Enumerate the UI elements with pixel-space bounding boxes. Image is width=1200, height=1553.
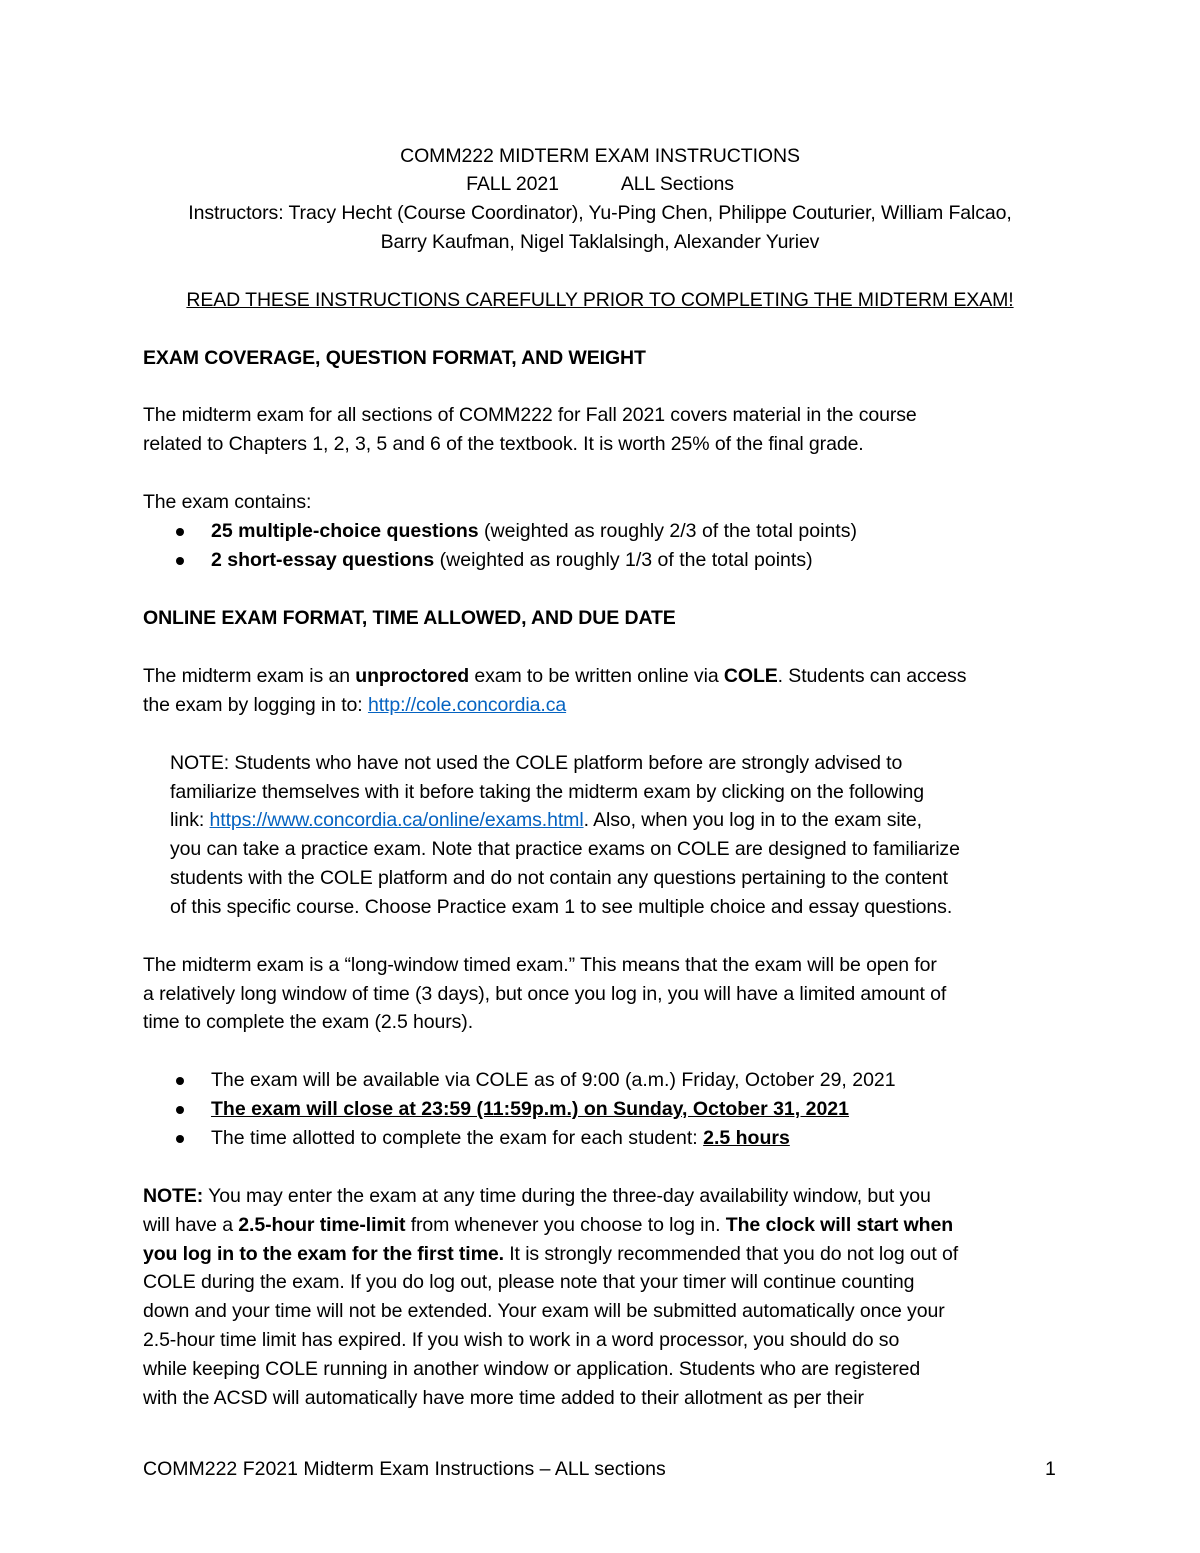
note-label: NOTE: — [143, 1185, 204, 1207]
read-warning: READ THESE INSTRUCTIONS CAREFULLY PRIOR TO COMPLETING THE MIDTERM EXAM! — [186, 289, 1014, 311]
note2-line-8: with the ACSD will automatically have more time added to their allotment as per their — [143, 1387, 864, 1409]
note-line-6: of this specific course. Choose Practice exam 1 to see multiple choice and essay questions. — [170, 896, 953, 918]
note2-line-4: COLE during the exam. If you do log out, please note that your timer will continue counting — [143, 1271, 915, 1293]
note2-line-2 — [143, 1211, 953, 1240]
long-window-line-3: time to complete the exam (2.5 hours). — [143, 1011, 474, 1033]
availability-text: The exam will be available via COLE as of 9:00 (a.m.) Friday, October 29, 2021 — [211, 1069, 896, 1091]
time-limit-text: 2.5-hour time-limit — [238, 1214, 406, 1236]
essay-weight: (weighted as roughly 1/3 of the total points) — [434, 549, 813, 571]
bullet-icon — [176, 1135, 184, 1143]
time-allotted-value: 2.5 hours — [703, 1127, 790, 1149]
text: . Also, when you log in to the exam site, — [583, 809, 922, 831]
text: the exam by logging in to: — [143, 694, 368, 716]
close-date-text: The exam will close at 23:59 (11:59p.m.) on Sunday, October 31, 2021 — [211, 1098, 849, 1120]
bullet-icon — [176, 1077, 184, 1085]
note-line-1: NOTE: Students who have not used the COLE platform before are strongly advised to — [170, 752, 903, 774]
footer-text: COMM222 F2021 Midterm Exam Instructions – ALL sections — [143, 1458, 666, 1480]
coverage-para-line-1: The midterm exam for all sections of COMM222 for Fall 2021 covers material in the course — [143, 404, 917, 426]
text: from whenever you choose to log in. — [405, 1214, 726, 1236]
text: exam to be written online via — [469, 665, 724, 687]
note2-line-3 — [143, 1240, 958, 1269]
online-heading: ONLINE EXAM FORMAT, TIME ALLOWED, AND DUE DATE — [143, 607, 676, 629]
instructors-line-1: Instructors: Tracy Hecht (Course Coordinator), Yu-Ping Chen, Philippe Couturier, William Falcao, — [188, 202, 1012, 224]
coverage-para-line-2: related to Chapters 1, 2, 3, 5 and 6 of the textbook. It is worth 25% of the final grade. — [143, 433, 864, 455]
page-number: 1 — [1045, 1458, 1056, 1480]
text: You may enter the exam at any time during the three-day availability window, but you — [203, 1185, 931, 1207]
term: FALL 2021 — [466, 173, 559, 195]
note2-line-7: while keeping COLE running in another window or application. Students who are registered — [143, 1358, 921, 1380]
clock-start-text: The clock will start when — [725, 1214, 954, 1236]
mcq-weight: (weighted as roughly 2/3 of the total points) — [478, 520, 857, 542]
instructors-line-2: Barry Kaufman, Nigel Taklalsingh, Alexander Yuriev — [380, 231, 820, 253]
note2-line-1 — [143, 1182, 931, 1211]
mcq-count: 25 multiple-choice questions — [211, 520, 479, 542]
bullet-icon — [176, 1106, 184, 1114]
text: It is strongly recommended that you do not log out of — [503, 1243, 959, 1265]
cole-text: COLE — [723, 665, 778, 687]
unproctored-text: unproctored — [355, 665, 470, 687]
essay-count: 2 short-essay questions — [211, 549, 435, 571]
note2-line-5: down and your time will not be extended. Your exam will be submitted automatically once your — [143, 1300, 945, 1322]
long-window-line-2: a relatively long window of time (3 days), but once you log in, you will have a limited amount of — [143, 983, 947, 1005]
online-para-line-2 — [143, 691, 566, 720]
text: . Students can access — [777, 665, 967, 687]
note2-line-6: 2.5-hour time limit has expired. If you wish to work in a word processor, you should do so — [143, 1329, 900, 1351]
note-line-2: familiarize themselves with it before taking the midterm exam by clicking on the following — [170, 781, 924, 803]
cole-link[interactable]: http://cole.concordia.ca — [367, 694, 567, 716]
time-allotted-text: The time allotted to complete the exam for each student: — [211, 1127, 704, 1149]
doc-title: COMM222 MIDTERM EXAM INSTRUCTIONS — [400, 145, 800, 167]
term-line — [0, 170, 1200, 199]
text: will have a — [143, 1214, 239, 1236]
text: The midterm exam is an — [143, 665, 356, 687]
exams-info-link[interactable]: https://www.concordia.ca/online/exams.html — [209, 809, 584, 831]
online-para-line-1 — [143, 662, 966, 691]
coverage-heading: EXAM COVERAGE, QUESTION FORMAT, AND WEIGHT — [143, 347, 646, 369]
long-window-line-1: The midterm exam is a “long-window timed exam.” This means that the exam will be open for — [143, 954, 937, 976]
sections: ALL Sections — [620, 173, 734, 195]
exam-contains: The exam contains: — [143, 491, 312, 513]
note-line-5: students with the COLE platform and do not contain any questions pertaining to the content — [170, 867, 948, 889]
note-line-3 — [170, 806, 922, 835]
clock-start-text: you log in to the exam for the first time. — [143, 1243, 504, 1265]
note-line-4: you can take a practice exam. Note that practice exams on COLE are designed to familiarize — [170, 838, 960, 860]
bullet-icon — [176, 557, 184, 565]
bullet-icon — [176, 528, 184, 536]
text: link: — [170, 809, 210, 831]
